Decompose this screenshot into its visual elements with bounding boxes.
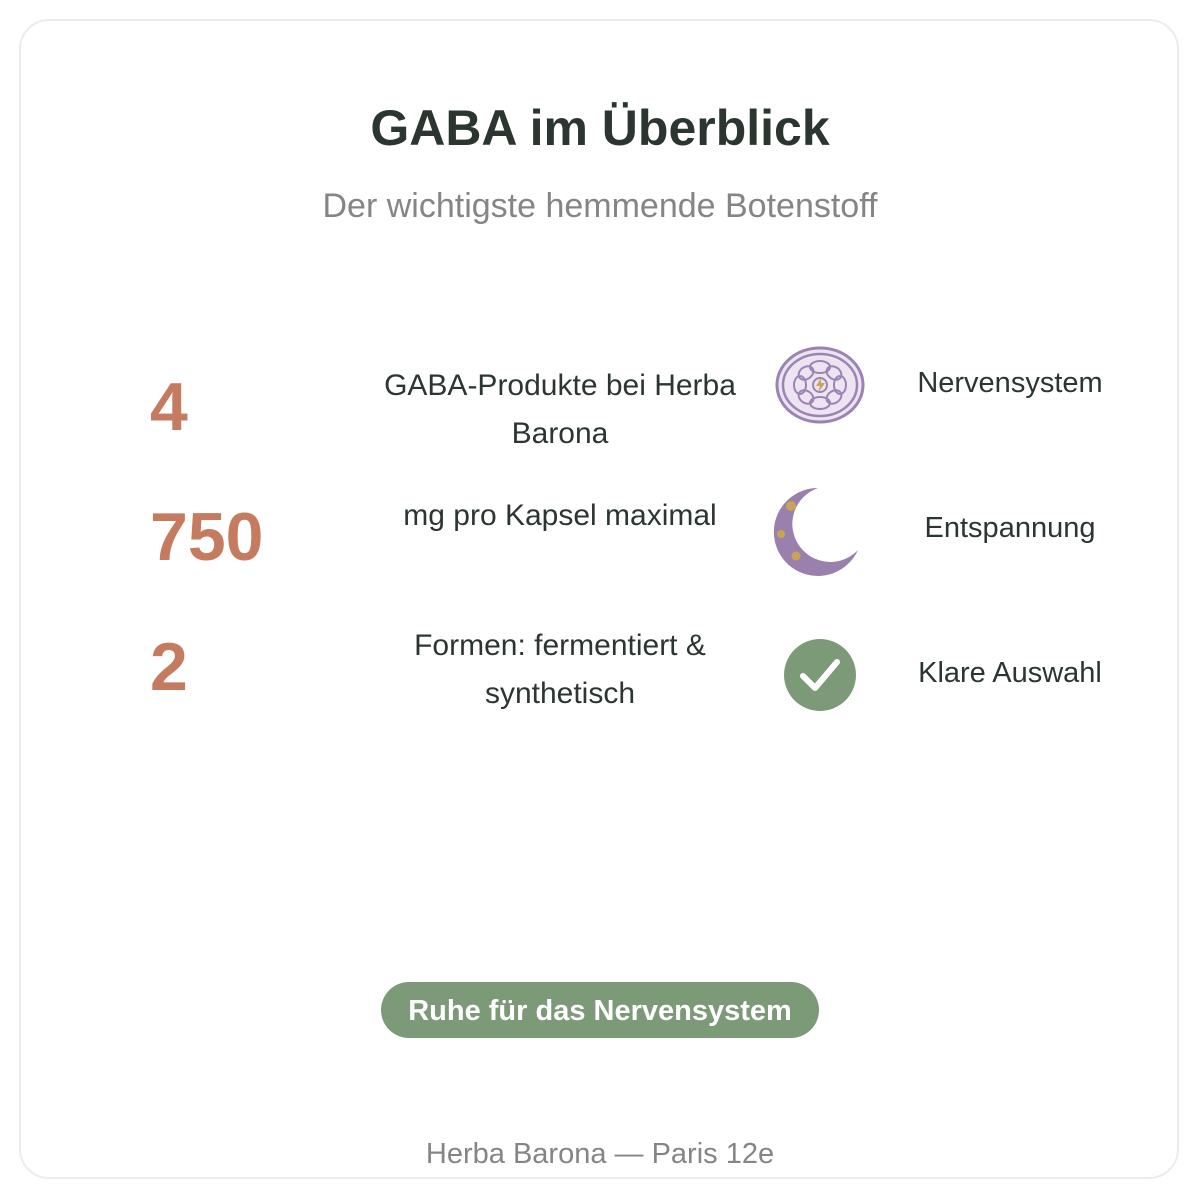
feature-label-klare-auswahl: Klare Auswahl bbox=[918, 657, 1102, 689]
stat-number-mg: 750 bbox=[150, 499, 264, 575]
checkmark-icon bbox=[772, 627, 868, 723]
cta-button[interactable]: Ruhe für das Nervensystem bbox=[381, 982, 819, 1038]
moon-icon bbox=[772, 482, 868, 578]
page-subtitle: Der wichtigste hemmende Botenstoff bbox=[322, 187, 878, 225]
stat-description-products: GABA-Produkte bei Herba Barona bbox=[384, 369, 736, 450]
stat-description-forms: Formen: fermentiert & synthetisch bbox=[414, 629, 706, 710]
brain-icon bbox=[772, 337, 868, 433]
feature-label-nervensystem: Nervensystem bbox=[917, 367, 1103, 399]
page-title: GABA im Überblick bbox=[370, 100, 830, 156]
stat-description-mg: mg pro Kapsel maximal bbox=[403, 499, 717, 532]
stat-number-forms: 2 bbox=[150, 629, 188, 705]
feature-label-entspannung: Entspannung bbox=[924, 512, 1096, 544]
footer-text: Herba Barona — Paris 12e bbox=[425, 1138, 775, 1170]
stat-number-products: 4 bbox=[150, 369, 188, 445]
